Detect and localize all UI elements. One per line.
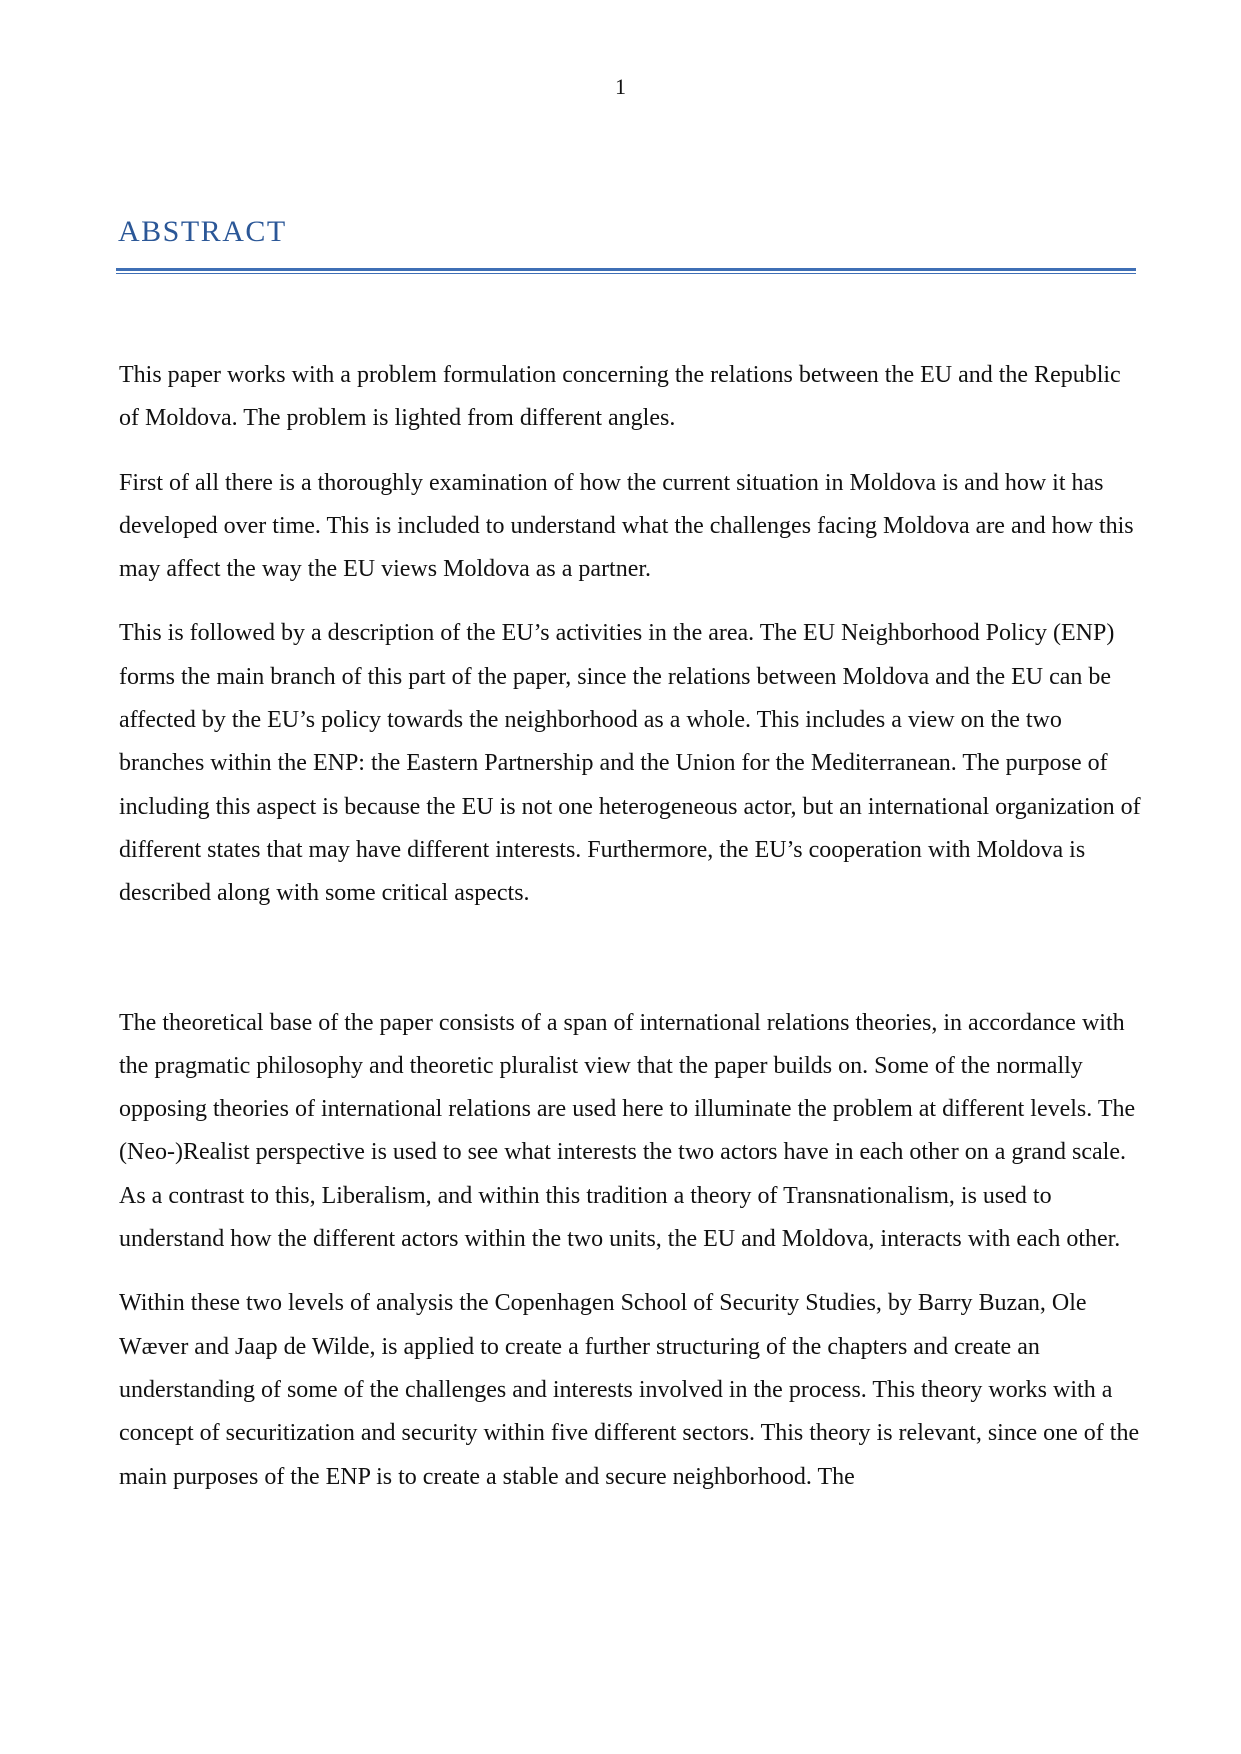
paragraph-problem-formulation: This paper works with a problem formulation concerning the relations between the EU and the Republic of Moldova. The problem is lighted from different angles. — [119, 362, 1121, 432]
paragraph-theoretical-base: The theoretical base of the paper consists of a span of international relations theories, in accordance with the pragmatic philosophy and theoretic pluralist view that the paper builds on. Some of the normally opposing theories of international relations are used here to illuminate the problem at different levels. The (Neo-)Realist perspective is used to see what interests the two actors have in each other on a grand scale. As a contrast to this, Liberalism, and within this tradition a theory of Transnationalism, is used to understand how the different actors within the two units, the EU and Moldova, interacts with each other. — [119, 1009, 1136, 1253]
section-heading-abstract: ABSTRACT — [118, 215, 287, 248]
paragraph-copenhagen-school: Within these two levels of analysis the Copenhagen School of Security Studies, by Barry Buzan, Ole Wæver and Jaap de Wilde, is applied to create a further structuring of the chapters and create an understanding of some of the challenges and interests involved in the process. This theory works with a concept of securitization and security within five different sectors. This theory is relevant, since one of the main purposes of the ENP is to create a stable and secure neighborhood. The — [119, 1290, 1140, 1490]
abstract-body — [119, 354, 1141, 1520]
paragraph-current-situation: First of all there is a thoroughly examination of how the current situation in Moldova is and how it has developed over time. This is included to understand what the challenges facing Moldova are and how this may affect the way the EU views Moldova as a partner. — [119, 469, 1134, 583]
paragraph-eu-activities: This is followed by a description of the EU’s activities in the area. The EU Neighborhood Policy (ENP) forms the main branch of this part of the paper, since the relations between Moldova and the EU can be affected by the EU’s policy towards the neighborhood as a whole. This includes a view on the two branches within the ENP: the Eastern Partnership and the Union for the Mediterranean. The purpose of including this aspect is because the EU is not one heterogeneous actor, but an international organization of different states that may have different interests. Furthermore, the EU’s cooperation with Moldova is described along with some critical aspects. — [119, 620, 1141, 907]
page-number: 1 — [615, 74, 626, 99]
heading-underline-rule — [116, 268, 1136, 274]
